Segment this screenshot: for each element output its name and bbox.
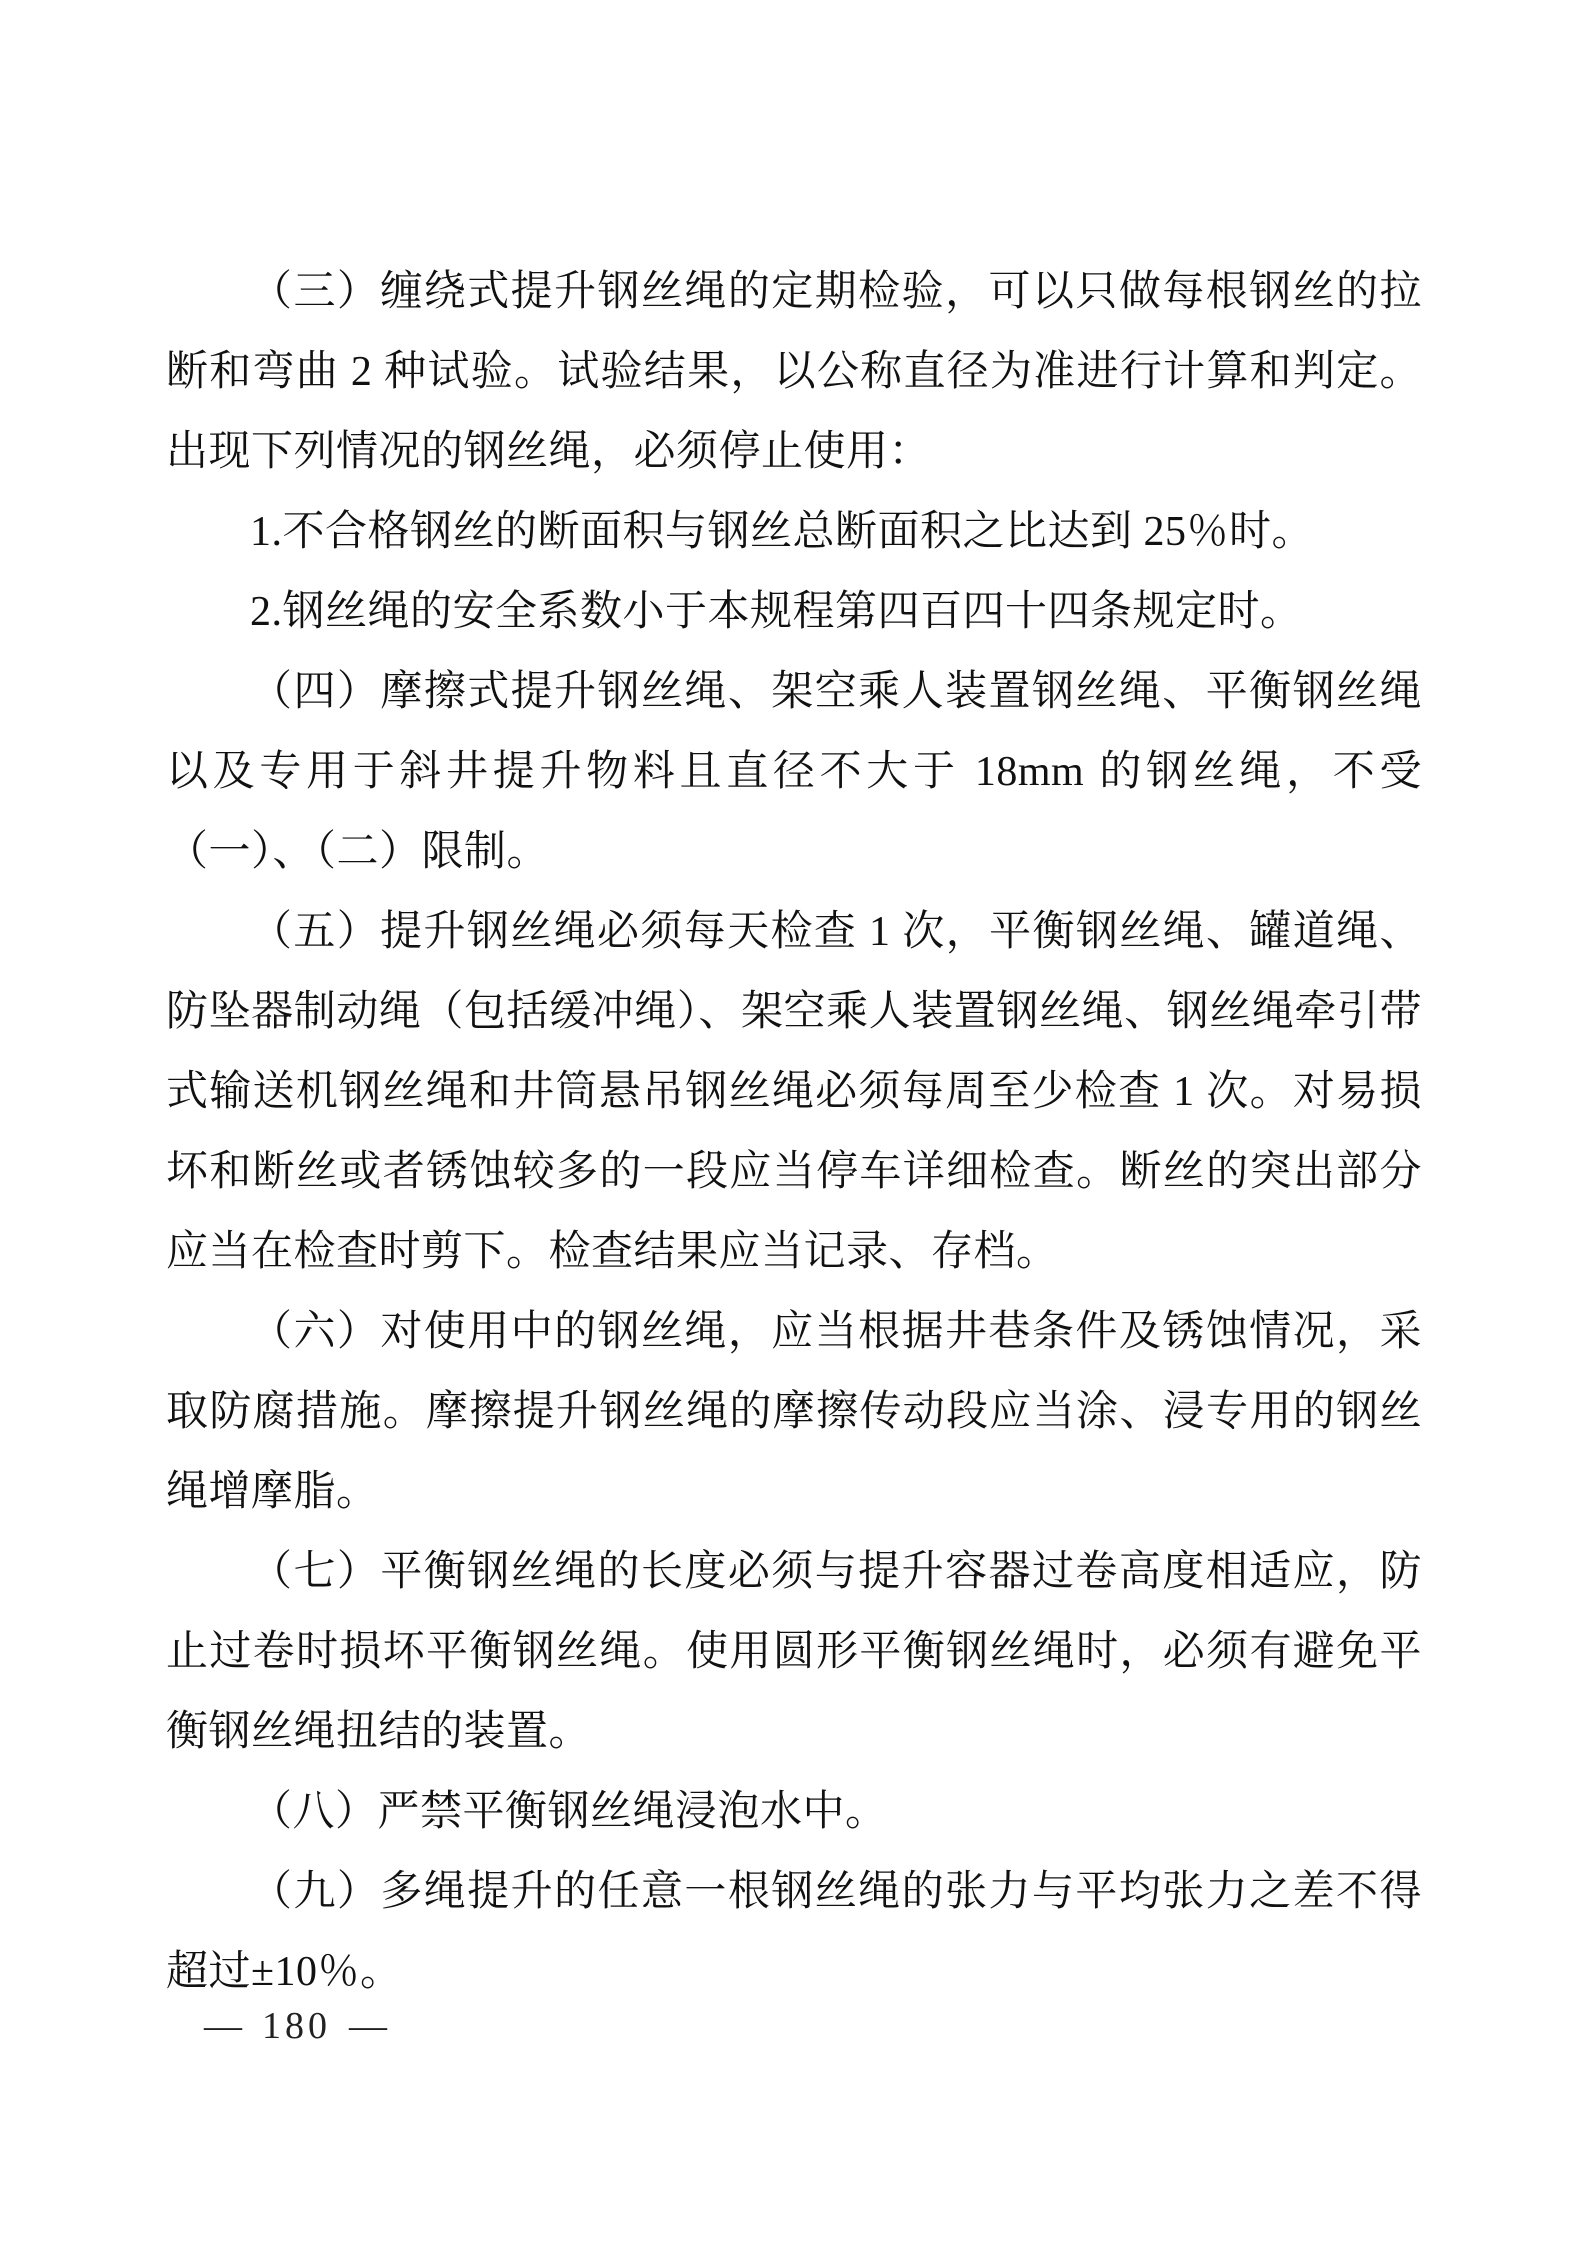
- paragraph-3-intro: （三）缠绕式提升钢丝绳的定期检验，可以只做每根钢丝的拉断和弯曲 2 种试验。试验结果，以公称直径为准进行计算和判定。出现下列情况的钢丝绳，必须停止使用：: [166, 269, 1422, 475]
- paragraph-4: （四）摩擦式提升钢丝绳、架空乘人装置钢丝绳、平衡钢丝绳以及专用于斜井提升物料且直径不大于 18mm 的钢丝绳，不受（一）、（二）限制。: [166, 669, 1422, 875]
- document-body: [166, 252, 1422, 2012]
- page-number-right-dash: —: [349, 2005, 389, 2047]
- paragraph-8: （八）严禁平衡钢丝绳浸泡水中。: [250, 1789, 888, 1835]
- paragraph-7: （七）平衡钢丝绳的长度必须与提升容器过卷高度相适应，防止过卷时损坏平衡钢丝绳。使用圆形平衡钢丝绳时，必须有避免平衡钢丝绳扭结的装置。: [166, 1549, 1422, 1755]
- paragraph-6: （六）对使用中的钢丝绳，应当根据井巷条件及锈蚀情况，采取防腐措施。摩擦提升钢丝绳的摩擦传动段应当涂、浸专用的钢丝绳增摩脂。: [166, 1309, 1422, 1515]
- paragraph-9: （九）多绳提升的任意一根钢丝绳的张力与平均张力之差不得超过±10％。: [166, 1869, 1422, 1995]
- page-number-value: 180: [262, 2005, 331, 2047]
- page-number-left-dash: —: [204, 2005, 244, 2047]
- paragraph-item-1: 1.不合格钢丝的断面积与钢丝总断面积之比达到 25％时。: [250, 509, 1315, 555]
- paragraph-5: （五）提升钢丝绳必须每天检查 1 次，平衡钢丝绳、罐道绳、防坠器制动绳（包括缓冲绳）、架空乘人装置钢丝绳、钢丝绳牵引带式输送机钢丝绳和井筒悬吊钢丝绳必须每周至少检查 1 次。对易损坏和断丝或者锈蚀较多的一段应当停车详细检查。断丝的突出部分应当在检查时剪下。检查结果应当记录、存档。: [166, 909, 1422, 1275]
- page-number: [204, 1996, 389, 2056]
- paragraph-item-2: 2.钢丝绳的安全系数小于本规程第四百四十四条规定时。: [250, 589, 1303, 635]
